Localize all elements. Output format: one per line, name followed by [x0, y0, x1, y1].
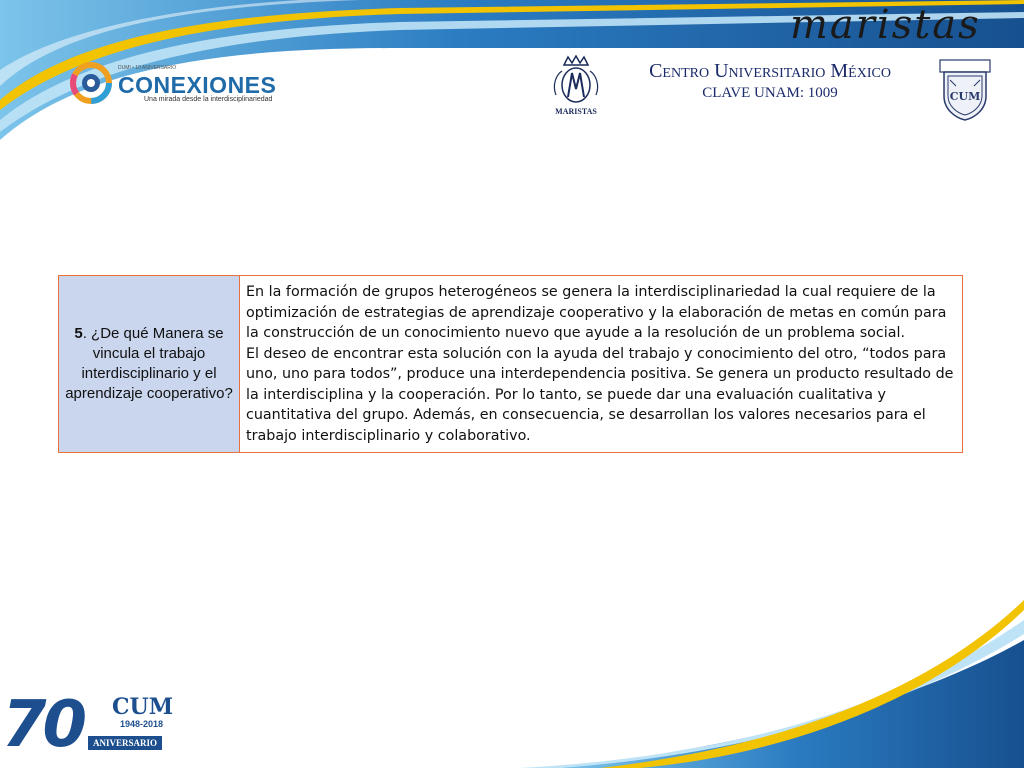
maristas-script-logo: maristas — [790, 2, 981, 48]
conexiones-wordmark: CONEXIONES — [118, 72, 277, 98]
answer-cell — [240, 276, 963, 453]
conexiones-mark-icon — [66, 56, 116, 110]
question-cell — [59, 276, 240, 453]
maristas-seal-logo — [548, 55, 604, 119]
anniversary-number: 70 — [2, 688, 84, 762]
answer-paragraph-2: El deseo de encontrar esta solución con la ayuda del trabajo y conocimiento del otro, “todos para uno, uno para todos”, produce una interdependencia positiva. Se genera un producto resultado de la interdisciplina y la cooperación. Por lo tanto, se puede dar una evaluación cualitativa y cuantitativa del grupo. Además, en consecuencia, se desarrollan los valores necesarios para el trabajo interdisciplinario y colaborativo. — [246, 345, 954, 444]
crown-monogram-icon — [548, 55, 604, 107]
cum-shield-icon — [936, 56, 994, 122]
table-row — [59, 276, 963, 453]
anniversary-cum-letters: CUM — [112, 694, 174, 720]
institution-name: Centro Universitario México — [649, 60, 891, 82]
qa-table — [58, 275, 963, 453]
institution-block — [615, 60, 925, 102]
conexiones-tiny-text: DUMI • 10 ANIVERSARIO — [118, 65, 177, 71]
anniversary-banner: ANIVERSARIO — [88, 736, 162, 750]
maristas-caption: MARISTAS — [555, 107, 597, 116]
conexiones-logo — [66, 56, 277, 114]
question-text: . ¿De qué Manera se vincula el trabajo interdisciplinario y el aprendizaje cooperativo? — [65, 325, 233, 402]
anniversary-logo — [2, 688, 172, 764]
conexiones-tagline: Una mirada desde la interdisciplinariedad — [144, 96, 273, 103]
question-number: 5 — [74, 325, 83, 342]
cum-shield-label: CUM — [949, 90, 981, 103]
anniversary-years: 1948-2018 — [120, 719, 164, 729]
institution-clave: CLAVE UNAM: 1009 — [702, 85, 838, 101]
answer-paragraph-1: En la formación de grupos heterogéneos se genera la interdisciplinariedad la cual requiere de la optimización de estrategias de aprendizaje cooperativo y la elaboración de metas en común para la construcción de un conocimiento nuevo que ayude a la resolución de un problema social. — [246, 284, 947, 341]
